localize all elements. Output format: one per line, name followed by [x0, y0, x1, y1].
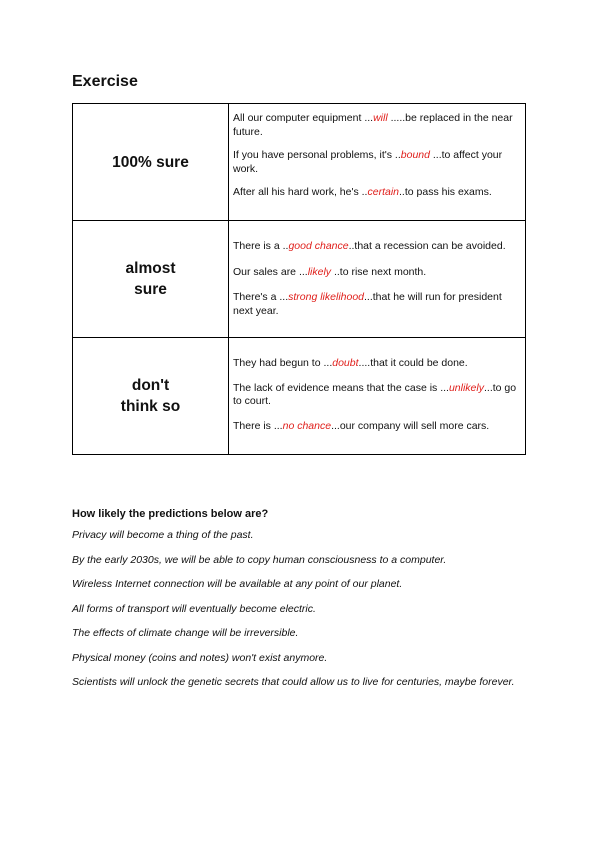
prediction-item: Privacy will become a thing of the past.: [72, 529, 254, 541]
sentence-text: All our computer equipment ...: [233, 112, 374, 124]
sentence-text: ...that he will run for president next year.: [233, 291, 502, 317]
example-sentence: [233, 382, 517, 409]
prediction-item: Physical money (coins and notes) won't exist anymore.: [72, 651, 328, 664]
sentence-text: ...our company will sell more cars.: [331, 419, 490, 432]
examples-cell: [229, 221, 526, 338]
answer-word: likely: [307, 265, 332, 278]
example-sentence: [233, 149, 517, 176]
examples-cell: [229, 104, 526, 221]
prediction-item: Wireless Internet connection will be available at any point of our planet.: [72, 578, 403, 590]
answer-word: will: [373, 112, 388, 124]
example-sentence: [233, 186, 517, 200]
example-sentence: [233, 357, 517, 371]
sentence-text: ....that it could be done.: [358, 357, 468, 369]
answer-word: no chance: [282, 419, 332, 432]
sentence-text: ...to go to court.: [233, 381, 517, 407]
exercise-table: [72, 103, 526, 455]
answer-word: bound: [400, 149, 430, 161]
sentence-text: ..that a recession can be avoided.: [348, 240, 506, 252]
sentence-text: ...to affect your work.: [233, 149, 503, 175]
sentence-text: If you have personal problems, it's ..: [233, 149, 401, 161]
certainty-level-label: 100% sure: [112, 153, 189, 171]
prediction-item: The effects of climate change will be irreversible.: [72, 627, 299, 639]
answer-word: strong likelihood: [288, 291, 365, 303]
certainty-level-cell: [73, 221, 229, 338]
answer-word: doubt: [332, 357, 359, 369]
predictions-section: [72, 508, 528, 701]
sentence-text: The lack of evidence means that the case is ...: [233, 381, 449, 394]
sentence-text: There's a ...: [233, 291, 289, 303]
answer-word: good chance: [288, 240, 349, 252]
sentence-text: They had begun to ...: [233, 357, 333, 369]
example-sentence: [233, 420, 517, 434]
page-title: Exercise: [72, 73, 138, 90]
sentence-text: .....be replaced in the near future.: [233, 112, 513, 138]
sentence-text: There is ...: [233, 419, 283, 432]
predictions-heading: How likely the predictions below are?: [72, 508, 269, 520]
example-sentence: [233, 112, 517, 139]
example-sentence: [233, 291, 517, 318]
sentence-text: There is a ..: [233, 240, 289, 252]
table-row: [73, 221, 526, 338]
certainty-level-cell: [73, 338, 229, 455]
prediction-item: All forms of transport will eventually become electric.: [72, 602, 316, 615]
sentence-text: ..to rise next month.: [331, 265, 427, 278]
table-row: [73, 104, 526, 221]
prediction-item: By the early 2030s, we will be able to copy human consciousness to a computer.: [72, 553, 447, 566]
answer-word: certain: [367, 186, 399, 198]
sentence-text: ..to pass his exams.: [399, 186, 492, 198]
answer-word: unlikely: [448, 381, 484, 394]
certainty-level-label: don't think so: [120, 377, 181, 415]
examples-cell: [229, 338, 526, 455]
sentence-text: After all his hard work, he's ..: [233, 186, 368, 198]
example-sentence: [233, 266, 517, 280]
sentence-text: Our sales are ...: [233, 265, 308, 278]
prediction-item: Scientists will unlock the genetic secrets that could allow us to live for centuries, maybe forever.: [72, 676, 515, 688]
example-sentence: [233, 240, 517, 254]
certainty-level-cell: [73, 104, 229, 221]
table-row: [73, 338, 526, 455]
certainty-level-label: almost sure: [125, 260, 176, 298]
